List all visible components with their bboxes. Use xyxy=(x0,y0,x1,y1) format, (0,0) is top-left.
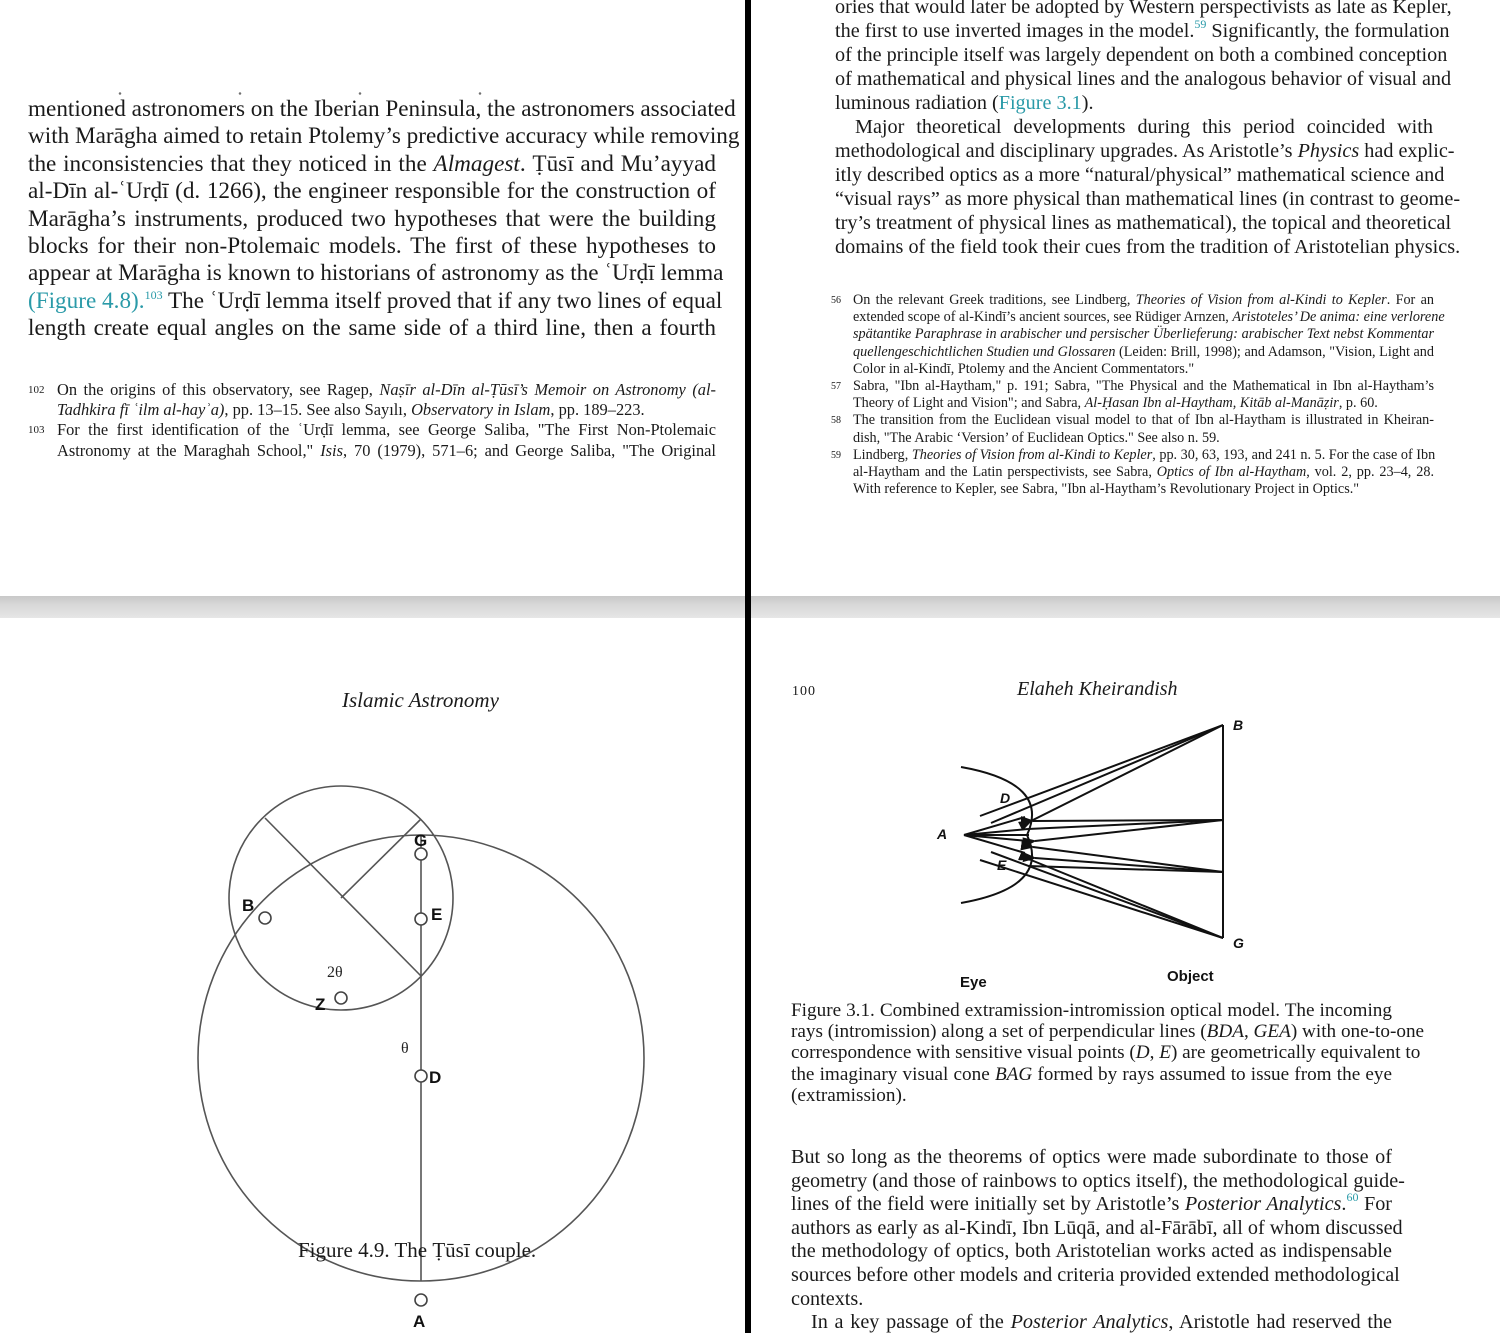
text-line: authors as early as al-Kindī, Ibn Lūqā, and al-Fārābī, all of whom discussed xyxy=(791,1216,1403,1239)
label-eye: Eye xyxy=(960,974,987,991)
text-line: the inconsistencies that they noticed in the Almagest. Ṭūsī and Mu’ayyad xyxy=(28,150,716,177)
page-pane-bottom-left[interactable] xyxy=(0,618,745,1333)
text-line: With reference to Kepler, see Sabra, "Ibn al-Haytham’s Revolutionary Project in Optics." xyxy=(853,481,1360,498)
body-paragraph xyxy=(28,96,740,343)
page-number: 100 xyxy=(792,684,816,699)
text-line: Color in al-Kindī, Ptolemy and the Ancient Commentators." xyxy=(853,360,1195,377)
point-B xyxy=(259,912,271,924)
page-pane-bottom-right[interactable] xyxy=(751,618,1500,1333)
text-line: “visual rays” as more physical than mathematical lines (in contrast to geome- xyxy=(835,188,1461,210)
text-line: (extramission). xyxy=(791,1084,907,1106)
text-line: spätantike Paraphrase in arabischer und persischer Überlieferung: arabischer Text nebst Kommentar xyxy=(853,326,1434,343)
page-pane-top-left[interactable] xyxy=(0,0,745,596)
footnote xyxy=(831,412,1434,446)
label-object: Object xyxy=(1167,968,1214,985)
text-line: luminous radiation (Figure 3.1). xyxy=(835,92,1094,114)
text-line: In a key passage of the Posterior Analytics, Aristotle had reserved the xyxy=(811,1311,1393,1333)
text-line: Theory of Light and Vision"; and Sabra, Al-Ḥasan Ibn al-Haytham, Kitāb al-Manāẓir, p. 60. xyxy=(853,395,1378,412)
text-line: appear at Marāgha is known to historians of astronomy as the ʿUrḍī lemma xyxy=(28,260,724,287)
label-D: D xyxy=(429,1068,442,1087)
text-line: quellengeschichtlichen Studien und Glossaren (Leiden: Brill, 1998); and Adamson, "Vision, Light and xyxy=(853,343,1434,360)
text-line: the imaginary visual cone BAG formed by rays assumed to issue from the eye xyxy=(791,1063,1392,1085)
text-line: The transition from the Euclidean visual model to that of Ibn al-Haytham is illustrated in Kheiran- xyxy=(853,412,1434,429)
text-line: (Figure 4.8).$^{103}$ The ʿUrḍī lemma itself proved that if any two lines of equal xyxy=(28,287,723,314)
footnotes xyxy=(28,380,716,461)
page-pane-top-right[interactable] xyxy=(751,0,1500,596)
footnote-number: 103 xyxy=(28,424,45,437)
text-line: the first to use inverted images in the model.$^{59}$ Significantly, the formulation xyxy=(835,17,1450,42)
text-line: geometry (and those of rainbows to optics itself), the methodological guide- xyxy=(791,1169,1405,1192)
ray-G-2 xyxy=(991,852,1223,938)
body-paragraph xyxy=(791,1146,1405,1333)
label-E: E xyxy=(431,905,443,924)
text-line: But so long as the theorems of optics were made subordinate to those of xyxy=(791,1146,1392,1168)
footnote-number: 57 xyxy=(831,381,841,393)
label-Z: Z xyxy=(315,995,326,1014)
footnote-number: 59 xyxy=(831,449,841,461)
label-theta: θ xyxy=(401,1040,409,1057)
label-E: E xyxy=(997,857,1007,873)
footnote-number: 56 xyxy=(831,295,841,306)
text-line: On the origins of this observatory, see Ragep, Naṣīr al-Dīn al-Ṭūsī’s Memoir on Astronomy (al- xyxy=(57,380,717,399)
label-B: B xyxy=(1233,717,1244,733)
footnote-link[interactable]: 59 xyxy=(1194,17,1207,31)
text-line: al-Haytham and the Latin perspectivists, see Sabra, Optics of Ibn al-Haytham, vol. 2, pp. 23–4, 28. xyxy=(853,464,1434,481)
text-line: lines of the field were initially set by Aristotle’s Posterior Analytics.$^{60}$ For xyxy=(791,1190,1393,1216)
text-line: For the first identification of the ʿUrḍī lemma, see George Saliba, "The First Non-Ptolemaic xyxy=(57,420,716,440)
label-A: A xyxy=(937,826,948,842)
text-line: Figure 3.1. Combined extramission-intromission optical model. The incoming xyxy=(791,1000,1392,1021)
footnote xyxy=(831,447,1434,499)
point-D xyxy=(415,1070,427,1082)
label-A: A xyxy=(413,1312,426,1331)
footnote xyxy=(831,378,1434,412)
label-G: G xyxy=(414,831,428,850)
point-E xyxy=(415,913,427,925)
text-line: dish, "The Arabic ‘Version’ of Euclidean Optics." See also n. 59. xyxy=(853,429,1220,446)
figure-caption: Figure 4.9. The Ṭūsī couple. xyxy=(298,1238,537,1262)
label-G: G xyxy=(1233,935,1244,951)
footnote xyxy=(831,292,1445,378)
running-head: Elaheh Kheirandish xyxy=(1017,678,1178,700)
footnote-link[interactable]: 103 xyxy=(144,287,163,302)
point-A xyxy=(415,1294,427,1306)
text-line: Sabra, "Ibn al-Haytham," p. 191; Sabra, "The Physical and the Mathematical in Ibn al-Haytham’s xyxy=(853,378,1434,395)
footnote-number: 58 xyxy=(831,415,841,427)
body-paragraph xyxy=(835,0,1461,259)
text-line: of mathematical and physical lines and the analogous behavior of visual and xyxy=(835,68,1452,90)
text-line: sources before other models and criteria provided extended methodological xyxy=(791,1263,1400,1286)
point-Z xyxy=(335,992,347,1004)
text-line: domains of the field took their cues from the tradition of Aristotelian physics. xyxy=(835,236,1461,258)
text-line: al-Dīn al-ʿUrḍī (d. 1266), the engineer responsible for the construction of xyxy=(28,178,716,205)
footnote-number: 102 xyxy=(28,384,45,396)
ray-mid1-c xyxy=(1035,820,1223,841)
text-line: Tadhkira fī ʿilm al-hayʾa), pp. 13–15. See also Sayılı, Observatory in Islam, pp. 189–223. xyxy=(57,400,645,420)
text-line: Marāgha’s instruments, produced two hypotheses that were the building xyxy=(28,205,716,232)
figure-link[interactable]: (Figure 4.8). xyxy=(28,287,145,314)
footnote xyxy=(28,380,716,420)
text-line: contexts. xyxy=(791,1287,864,1310)
optical-model-figure xyxy=(751,708,1500,1028)
text-line: blocks for their non-Ptolemaic models. The first of these hypotheses to xyxy=(28,233,716,260)
text-line: try’s treatment of physical lines as mathematical), the topical and theoretical xyxy=(835,212,1452,234)
ray-B-2 xyxy=(991,725,1223,823)
footnote xyxy=(28,420,716,460)
text-line: of the principle itself was largely dependent on both a combined conception xyxy=(835,44,1448,66)
label-D: D xyxy=(1000,790,1011,806)
text-line: Astronomy at the Maraghah School," Isis, 70 (1979), 571–6; and George Saliba, "The Original xyxy=(57,440,716,460)
label-two-theta: 2θ xyxy=(327,964,343,981)
figure-caption xyxy=(791,1000,1425,1106)
text-line: with Marāgha aimed to retain Ptolemy’s predictive accuracy while removing xyxy=(28,123,740,150)
text-line: mentioned astronomers on the Iberian Peninsula, the astronomers associated xyxy=(28,96,736,122)
figure-link[interactable]: Figure 3.1 xyxy=(998,92,1082,114)
ray-B-top xyxy=(980,725,1223,816)
label-B: B xyxy=(242,896,255,915)
text-line: length create equal angles on the same side of a third line, then a fourth xyxy=(28,315,716,342)
text-line: ories that would later be adopted by Western perspectivists as late as Kepler, xyxy=(835,0,1452,18)
footnotes xyxy=(831,292,1445,498)
text-line: Lindberg, Theories of Vision from al-Kindi to Kepler, pp. 30, 63, 193, and 241 n. 5. For the case of Ibn xyxy=(853,446,1436,463)
ray-B-arrow xyxy=(1031,725,1223,821)
line-ZE xyxy=(341,819,421,898)
text-line: correspondence with sensitive visual points (D, E) are geometrically equivalent to xyxy=(791,1042,1421,1064)
text-line: itly described optics as a more “natural/physical” mathematical science and xyxy=(835,164,1445,186)
text-line: extended scope of al-Kindī’s ancient sources, see Rüdiger Arnzen, Aristoteles’ De anima: eine verlorene xyxy=(853,309,1445,326)
cropped-previous-line xyxy=(60,92,580,95)
text-line: the methodology of optics, both Aristotelian works acted as indispensable xyxy=(791,1240,1392,1263)
running-head: Islamic Astronomy xyxy=(342,688,499,712)
footnote-link[interactable]: 60 xyxy=(1346,1190,1359,1205)
text-line: Major theoretical developments during this period coincided with xyxy=(855,116,1433,138)
text-line: On the relevant Greek traditions, see Lindberg, Theories of Vision from al-Kindi to Kepler. For an xyxy=(853,292,1434,308)
text-line: rays (intromission) along a set of perpendicular lines (BDA, GEA) with one-to-one xyxy=(791,1021,1425,1043)
text-line: methodological and disciplinary upgrades. As Aristotle’s Physics had explic- xyxy=(835,140,1455,162)
